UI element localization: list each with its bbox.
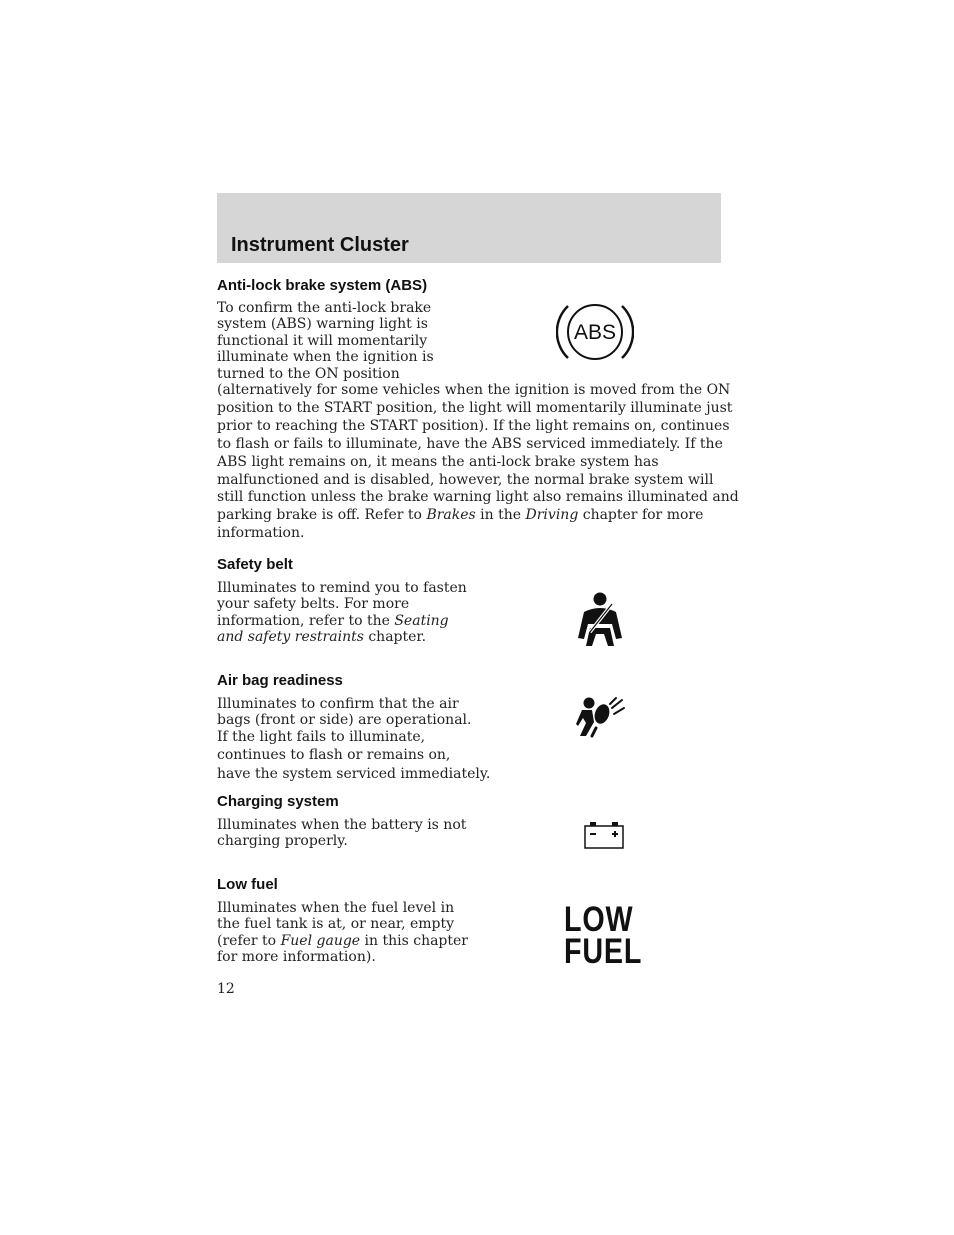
low-fuel-icon	[564, 900, 643, 971]
safety-belt-line: Illuminates to remind you to fasten	[217, 580, 467, 596]
air-bag-line: bags (front or side) are operational.	[217, 712, 472, 729]
abs-heading: Anti-lock brake system (ABS)	[217, 277, 428, 294]
low-fuel-text	[217, 900, 468, 966]
abs-line: To confirm the anti-lock brake	[217, 300, 432, 316]
seating-reference: Seating	[394, 612, 449, 629]
abs-line-reference	[217, 507, 739, 525]
abs-line: illuminate when the ignition is	[217, 349, 434, 366]
abs-warning-icon	[556, 300, 634, 364]
charging-text	[217, 817, 466, 850]
safety-restraints-reference: and safety restraints	[217, 629, 364, 646]
air-bag-line: If the light fails to illuminate,	[217, 728, 426, 745]
abs-line: information.	[217, 525, 305, 542]
charging-heading: Charging system	[217, 793, 339, 810]
air-bag-line: have the system serviced immediately.	[217, 765, 491, 782]
air-bag-line: continues to flash or remains on,	[217, 747, 451, 764]
abs-line: still function unless the brake warning light also remains illuminated and	[217, 489, 739, 506]
air-bag-line: Illuminates to confirm that the air	[217, 696, 459, 712]
air-bag-icon	[576, 696, 626, 740]
low-fuel-line	[217, 933, 468, 949]
low-fuel-icon-line2: FUEL	[564, 932, 643, 971]
abs-text-wide	[217, 382, 739, 543]
low-fuel-line: the fuel tank is at, or near, empty	[217, 916, 455, 933]
abs-line: functional it will momentarily	[217, 332, 428, 349]
page-number: 12	[217, 981, 235, 997]
brakes-reference: Brakes	[426, 507, 476, 524]
abs-line: to flash or fails to illuminate, have the ABS serviced immediately. If the	[217, 435, 723, 452]
low-fuel-line: Illuminates when the fuel level in	[217, 900, 455, 916]
battery-icon	[583, 820, 625, 850]
abs-line: turned to the ON position	[217, 365, 400, 382]
low-fuel-heading: Low fuel	[217, 876, 278, 893]
abs-line: malfunctioned and is disabled, however, the normal brake system will	[217, 471, 714, 488]
driving-reference: Driving	[525, 507, 579, 524]
low-fuel-icon-line1: LOW	[564, 900, 634, 939]
safety-belt-text-a: information, refer to the	[217, 612, 395, 629]
abs-line: prior to reaching the START position). If the light remains on, continues	[217, 417, 730, 434]
abs-icon-label: ABS	[573, 321, 617, 344]
low-fuel-line: for more information).	[217, 949, 376, 966]
low-fuel-text-c: in this chapter	[360, 932, 468, 949]
safety-belt-text-b: chapter.	[363, 629, 427, 646]
abs-ref-text-a: parking brake is off. Refer to	[217, 507, 427, 524]
safety-belt-line: your safety belts. For more	[217, 596, 410, 613]
abs-line: system (ABS) warning light is	[217, 316, 428, 333]
chapter-header-band	[217, 193, 721, 263]
abs-line: ABS light remains on, it means the anti-lock brake system has	[217, 453, 659, 470]
abs-line: (alternatively for some vehicles when the ignition is moved from the ON	[217, 382, 731, 398]
low-fuel-text-a: (refer to	[217, 932, 281, 949]
air-bag-heading: Air bag readiness	[217, 672, 343, 689]
abs-line: position to the START position, the light will momentarily illuminate just	[217, 399, 733, 416]
safety-belt-icon	[576, 590, 624, 650]
safety-belt-text	[217, 580, 467, 646]
abs-ref-text-b: in the	[475, 507, 526, 524]
charging-line: charging properly.	[217, 833, 348, 850]
abs-ref-text-c: chapter for more	[578, 507, 704, 524]
safety-belt-line	[217, 629, 467, 645]
chapter-title: Instrument Cluster	[231, 234, 409, 256]
fuel-gauge-reference: Fuel gauge	[280, 932, 361, 949]
air-bag-text	[217, 696, 490, 782]
safety-belt-heading: Safety belt	[217, 556, 293, 573]
safety-belt-line	[217, 613, 467, 629]
abs-text-narrow	[217, 300, 434, 382]
charging-line: Illuminates when the battery is not	[217, 817, 467, 833]
